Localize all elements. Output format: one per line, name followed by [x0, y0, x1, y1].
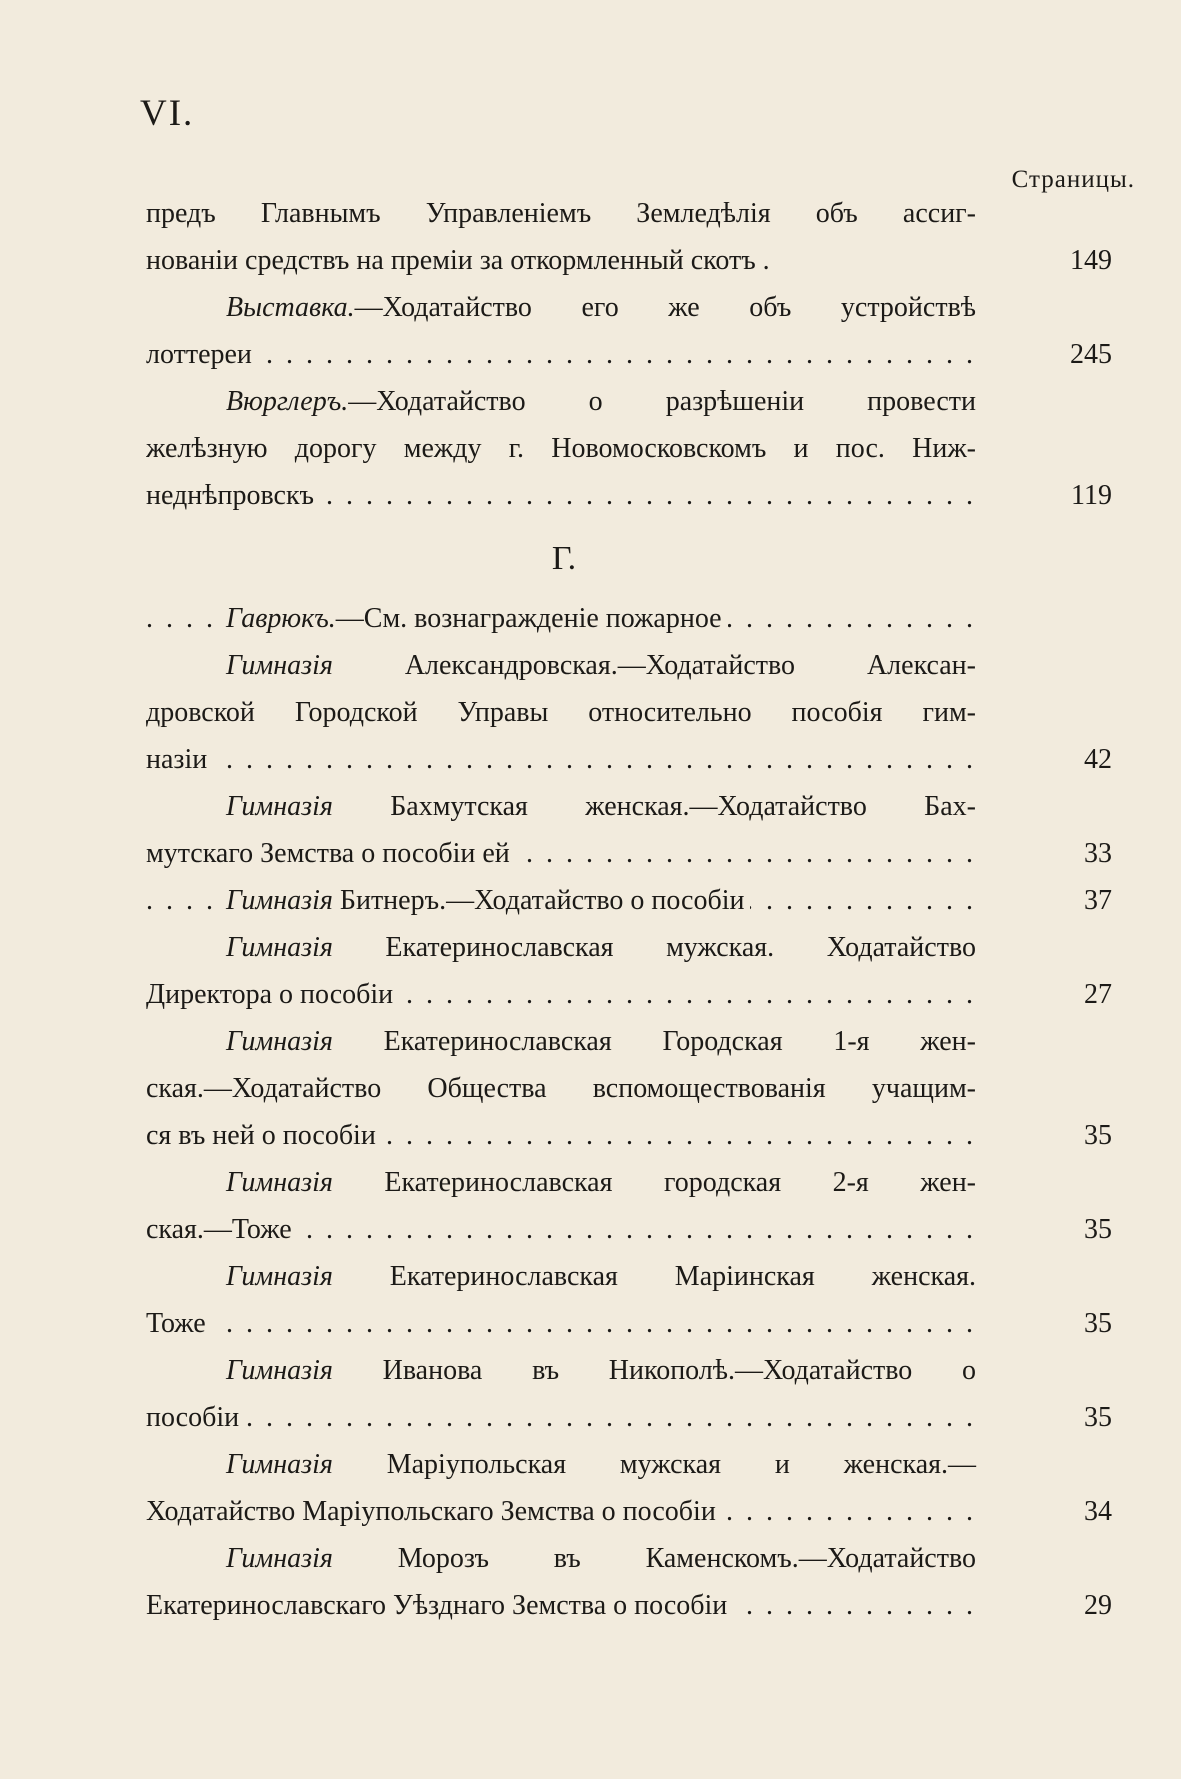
entry-text: Иванова въ Никополѣ.—Ходатайство о [332, 1355, 976, 1386]
entry-text: ская.—Тоже [146, 1214, 292, 1245]
entry-text: мутскаго Земства о пособіи ей [146, 838, 510, 869]
entry-text: Бахмутская женская.—Ходатайство Бах- [332, 791, 976, 822]
entry-line-text [226, 932, 982, 963]
entry-line [146, 190, 982, 237]
entry-text: лоттереи [146, 339, 252, 370]
entry-line-text [226, 1026, 982, 1057]
entry-heading: Гаврюкъ. [226, 603, 336, 634]
entry-text: Екатеринославская мужская. Ходатайство [332, 932, 976, 963]
entry-line-text [146, 480, 320, 511]
entry-line-text [146, 1496, 722, 1527]
entry-page-number: 35 [1084, 1402, 1112, 1433]
entry-text: Тоже [146, 1308, 206, 1339]
index-entry [146, 1441, 1134, 1535]
entry-text: Маріупольская мужская и женская.— [332, 1449, 976, 1480]
entry-heading: Гимназія [226, 650, 333, 681]
entry-heading: Гимназія [226, 1355, 333, 1386]
entry-line-text [146, 1073, 982, 1104]
entry-page-number: 119 [1071, 480, 1112, 511]
entry-line-text [226, 386, 982, 417]
entry-line-text [226, 292, 982, 323]
entry-text: Екатеринославская Городская 1-я жен- [332, 1026, 976, 1057]
index-entry [146, 284, 1134, 378]
entry-text: Екатеринославская городская 2-я жен- [332, 1167, 976, 1198]
entry-line [146, 1535, 982, 1582]
entry-line-text [146, 198, 982, 229]
entry-page-number: 149 [1070, 245, 1112, 276]
entry-page-number: 35 [1084, 1214, 1112, 1245]
entry-line-text [146, 744, 213, 775]
entry-line-text [146, 433, 982, 464]
entry-page-number: 33 [1084, 838, 1112, 869]
entry-text: Екатеринославская Маріинская женская. [332, 1261, 976, 1292]
entry-line-text [146, 1402, 245, 1433]
entry-page-number: 245 [1070, 339, 1112, 370]
entry-page-number: 42 [1084, 744, 1112, 775]
entry-line-text [226, 1261, 982, 1292]
entry-page-number: 34 [1084, 1496, 1112, 1527]
entry-heading: Гимназія [226, 885, 333, 916]
entry-text: —Ходатайство его же объ устройствѣ [354, 292, 976, 323]
section-letter: Г. [551, 540, 577, 577]
entry-line-text [146, 339, 258, 370]
entry-text: Екатеринославскаго Уѣзднаго Земства о пособіи [146, 1590, 728, 1621]
entry-line [146, 1582, 1112, 1629]
entry-text: Морозъ въ Каменскомъ.—Ходатайство [332, 1543, 976, 1574]
entry-line [146, 877, 1112, 924]
entry-text: —См. вознагражденіе пожарное [335, 603, 722, 634]
entry-line [146, 237, 1112, 284]
entry-text: Александровская.—Ходатайство Алексан- [332, 650, 976, 681]
entry-line-text [146, 838, 516, 869]
index-entry [146, 1347, 1134, 1441]
entry-heading: Гимназія [226, 1543, 333, 1574]
entry-text: ская.—Ходатайство Общества вспомоществованія учащим- [146, 1073, 976, 1104]
entry-page-number: 27 [1084, 979, 1112, 1010]
entry-line [146, 425, 982, 472]
entry-page-number: 37 [1084, 885, 1112, 916]
entry-line [146, 1488, 1112, 1535]
entry-heading: Гимназія [226, 1026, 333, 1057]
index-entry [146, 190, 1134, 284]
entry-text: предъ Главнымъ Управленіемъ Земледѣлія объ ассиг- [146, 198, 976, 229]
entry-text: дровской Городской Управы относительно пособія гим- [146, 697, 976, 728]
index-entry [146, 1253, 1134, 1347]
entry-line [146, 1065, 982, 1112]
entry-line [146, 689, 982, 736]
entry-text: Директора о пособіи [146, 979, 394, 1010]
entry-text: желѣзную дорогу между г. Новомосковскомъ и пос. Ниж- [146, 433, 976, 464]
entry-line [146, 1253, 982, 1300]
entry-line-text [146, 1308, 212, 1339]
entry-line-text [146, 1590, 733, 1621]
entry-page-number: 29 [1084, 1590, 1112, 1621]
entry-text: Ходатайство Маріупольскаго Земства о пособіи [146, 1496, 716, 1527]
entry-line [146, 1112, 1112, 1159]
index-entry [146, 595, 1134, 642]
entry-line-text [146, 1120, 382, 1151]
entry-line [146, 971, 1112, 1018]
entry-line-text [146, 979, 399, 1010]
index-entry [146, 642, 1134, 783]
entry-heading: Гимназія [226, 791, 333, 822]
index-entry [146, 877, 1134, 924]
entry-line [146, 1300, 1112, 1347]
entry-line [146, 378, 982, 425]
entry-line-text [226, 885, 750, 916]
entry-text: нованіи средствъ на преміи за откормленный скотъ . [146, 245, 770, 276]
entry-text: неднѣпровскъ [146, 480, 315, 511]
entry-line [146, 783, 982, 830]
index-entry [146, 1159, 1134, 1253]
entry-heading: Гимназія [226, 1261, 333, 1292]
entry-line [146, 1347, 982, 1394]
index-entry [146, 783, 1134, 877]
entry-text: ся въ ней о пособіи [146, 1120, 376, 1151]
entry-line [146, 1394, 1112, 1441]
entry-line [146, 736, 1112, 783]
index-entry [146, 1535, 1134, 1629]
entry-line [146, 595, 982, 642]
entry-line [146, 1159, 982, 1206]
entry-line-text [226, 1449, 982, 1480]
entry-line [146, 331, 1112, 378]
entry-text: пособіи [146, 1402, 240, 1433]
entry-line-text [146, 1214, 298, 1245]
entry-page-number: 35 [1084, 1120, 1112, 1151]
index-content [146, 190, 1134, 1629]
entry-line [146, 1018, 982, 1065]
entry-heading: Выставка. [226, 292, 355, 323]
entry-line [146, 472, 1112, 519]
entry-line-text [226, 1167, 982, 1198]
entry-line-text [226, 1543, 982, 1574]
entry-line-text [146, 245, 776, 276]
entry-page-number: 35 [1084, 1308, 1112, 1339]
entry-heading: Гимназія [226, 1167, 333, 1198]
entry-heading: Гимназія [226, 1449, 333, 1480]
index-entry [146, 924, 1134, 1018]
entry-line-text [226, 603, 728, 634]
index-entry [146, 1018, 1134, 1159]
entry-text: Битнеръ.—Ходатайство о пособіи [332, 885, 745, 916]
entries-section-g [146, 595, 1134, 1629]
entry-line [146, 284, 982, 331]
entry-text: назіи [146, 744, 208, 775]
entry-line-text [226, 791, 982, 822]
entry-heading: Гимназія [226, 932, 333, 963]
entries-before-section [146, 190, 1134, 519]
entry-line-text [226, 650, 982, 681]
page-number: VI. [140, 93, 195, 134]
entry-line [146, 830, 1112, 877]
entry-line [146, 642, 982, 689]
entry-line [146, 924, 982, 971]
entry-text: —Ходатайство о разрѣшеніи провести [348, 386, 976, 417]
entry-line-text [226, 1355, 982, 1386]
index-entry [146, 378, 1134, 519]
entry-line [146, 1206, 1112, 1253]
pages-column-label: Страницы. [1011, 166, 1135, 193]
entry-line [146, 1441, 982, 1488]
entry-line-text [146, 697, 982, 728]
entry-heading: Вюрглеръ. [226, 386, 349, 417]
